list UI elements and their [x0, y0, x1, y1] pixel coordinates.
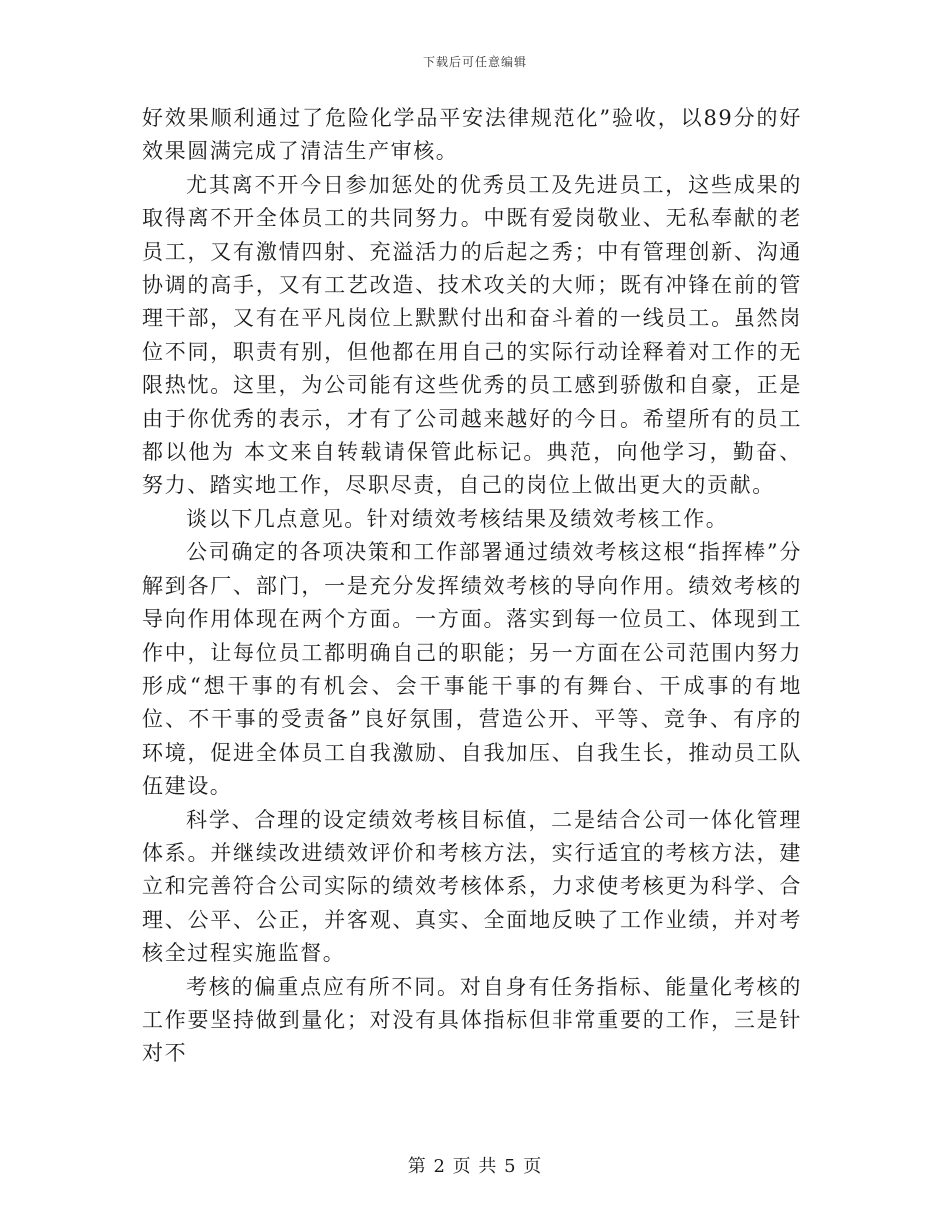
paragraph: 谈以下几点意见。针对绩效考核结果及绩效考核工作。 [186, 506, 729, 531]
paragraph: 公司确定的各项决策和工作部署通过绩效考核这根“指挥棒”分解到各厂、部门，一是充分发挥绩效考核的导向作用。绩效考核的导向作用体现在两个方面。一方面。落实到每一位员工、体现到工作中，让每位员工都明确自己的职能；另一方面在公司范围内努力形成“想干事的有机会、会干事能干事的有舞台、干成事的有地位、不干事的受责备”良好氛围，营造公开、平等、竞争、有序的环境，促进全体员工自我激励、自我加压、自我生长，推动员工队伍建设。 [142, 540, 802, 799]
paragraph: 科学、合理的设定绩效考核目标值，二是结合公司一体化管理体系。并继续改进绩效评价和考核方法，实行适宜的考核方法，建立和完善符合公司实际的绩效考核体系，力求使考核更为科学、合理、公平、公正，并客观、真实、全面地反映了工作业绩，并对考核全过程实施监督。 [142, 807, 802, 966]
document-body [142, 102, 802, 1071]
page-number: 第 2 页 共 5 页 [407, 1156, 543, 1177]
page-header: 下载后可任意编辑 [422, 55, 527, 69]
paragraph: 尤其离不开今日参加惩处的优秀员工及先进员工，这些成果的取得离不开全体员工的共同努力。中既有爱岗敬业、无私奉献的老员工，又有激情四射、充溢活力的后起之秀；中有管理创新、沟通协调的高手，又有工艺改造、技术攻关的大师；既有冲锋在前的管理干部，又有在平凡岗位上默默付出和奋斗着的一线员工。虽然岗位不同，职责有别，但他都在用自己的实际行动诠释着对工作的无限热忱。这里，为公司能有这些优秀的员工感到骄傲和自豪，正是由于你优秀的表示，才有了公司越来越好的今日。希望所有的员工都以他为 本文来自转载请保管此标记。典范，向他学习，勤奋、努力、踏实地工作，尽职尽责，自己的岗位上做出更大的贡献。 [142, 172, 802, 498]
paragraph-continuation: 好效果顺利通过了危险化学品平安法律规范化”验收，以89分的好效果圆满完成了清洁生产审核。 [142, 106, 802, 164]
paragraph: 考核的偏重点应有所不同。对自身有任务指标、能量化考核的工作要坚持做到量化；对没有具体指标但非常重要的工作，三是针对不 [142, 974, 802, 1066]
